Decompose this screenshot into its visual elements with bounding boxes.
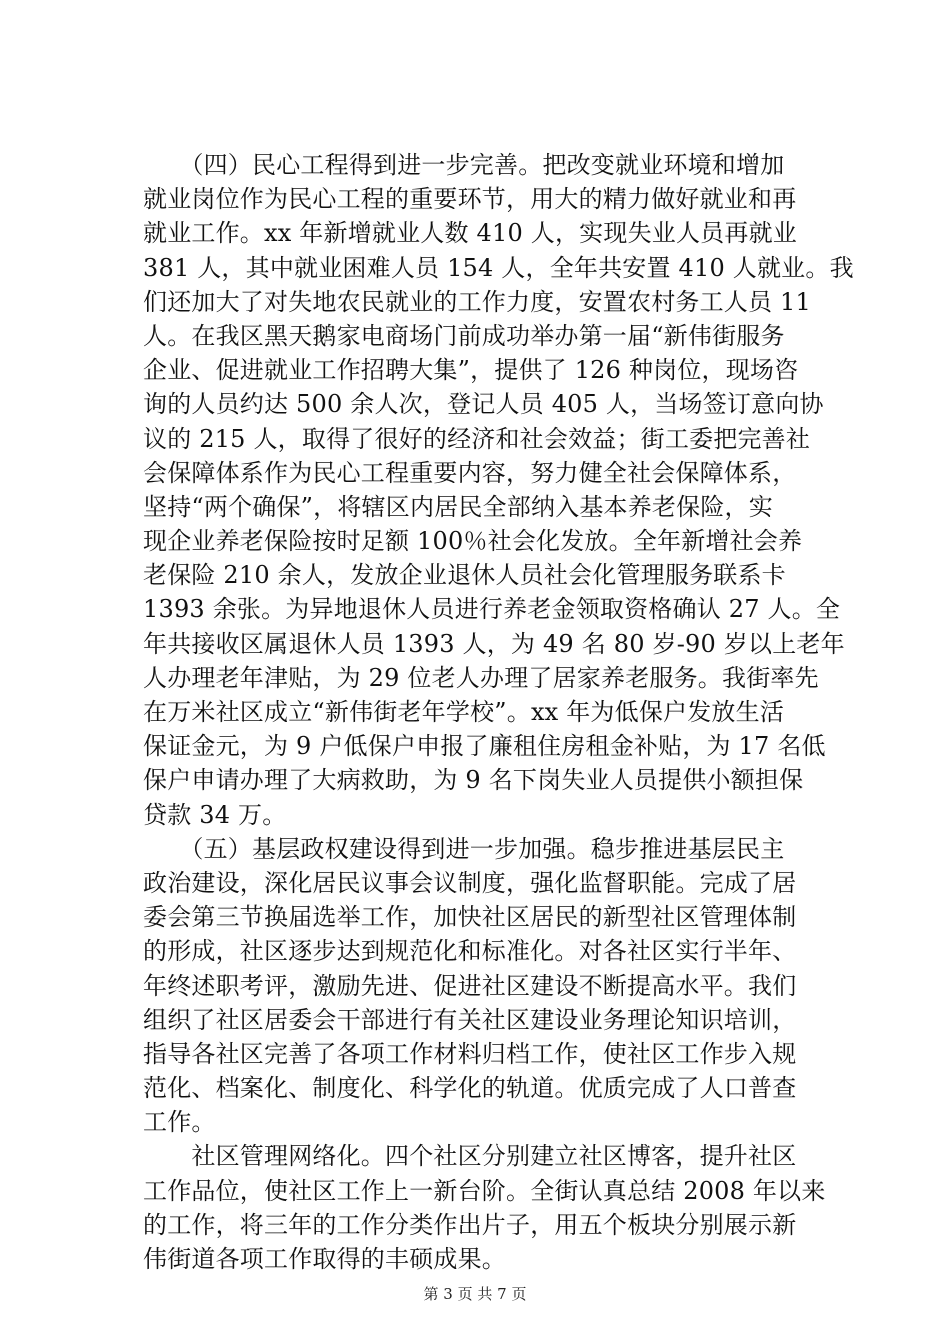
text-line: 的形成，社区逐步达到规范化和标准化。对各社区实行半年、 [143, 937, 797, 966]
text-line: 企业、促进就业工作招聘大集”，提供了 126 种岗位，现场咨 [143, 356, 799, 385]
text-line: （五）基层政权建设得到进一步加强。稳步推进基层民主 [143, 834, 785, 863]
text-line: 人。在我区黑天鹅家电商场门前成功举办第一届“新伟街服务 [143, 321, 785, 350]
text-line: 人办理老年津贴，为 29 位老人办理了居家养老服务。我街率先 [143, 663, 819, 692]
text-line: 询的人员约达 500 余人次，登记人员 405 人，当场签订意向协 [143, 390, 824, 419]
text-line: 年终述职考评，激励先进、促进社区建设不断提高水平。我们 [143, 971, 797, 1000]
text-line: 就业岗位作为民心工程的重要环节，用大的精力做好就业和再 [143, 185, 797, 214]
text-line: 保户申请办理了大病救助，为 9 名下岗失业人员提供小额担保 [143, 766, 804, 795]
page-footer: 第 3 页 共 7 页 [423, 1285, 527, 1303]
text-line: 贷款 34 万。 [143, 800, 287, 829]
body-text [143, 148, 854, 1276]
text-line: 坚持“两个确保”，将辖区内居民全部纳入基本养老保险，实 [143, 492, 773, 521]
text-line: 381 人，其中就业困难人员 154 人，全年共安置 410 人就业。我 [143, 253, 854, 282]
text-line: 指导各社区完善了各项工作材料归档工作，使社区工作步入规 [143, 1039, 797, 1068]
text-line: 社区管理网络化。四个社区分别建立社区博客，提升社区 [143, 1142, 797, 1171]
text-line: 工作。 [143, 1108, 216, 1137]
text-line: 的工作，将三年的工作分类作出片子，用五个板块分别展示新 [143, 1210, 797, 1239]
text-line: （四）民心工程得到进一步完善。把改变就业环境和增加 [143, 151, 785, 179]
text-line: 会保障体系作为民心工程重要内容，努力健全社会保障体系， [143, 458, 797, 487]
text-line: 政治建设，深化居民议事会议制度，强化监督职能。完成了居 [143, 868, 797, 897]
text-line: 就业工作。xx 年新增就业人数 410 人，实现失业人员再就业 [143, 219, 797, 248]
text-line: 老保险 210 余人，发放企业退休人员社会化管理服务联系卡 [143, 561, 786, 590]
text-line: 们还加大了对失地农民就业的工作力度，安置农村务工人员 11 [143, 287, 811, 316]
text-line: 伟街道各项工作取得的丰硕成果。 [143, 1245, 506, 1273]
text-line: 1393 余张。为异地退休人员进行养老金领取资格确认 27 人。全 [143, 595, 841, 624]
text-line: 组织了社区居委会干部进行有关社区建设业务理论知识培训， [143, 1005, 797, 1034]
text-line: 范化、档案化、制度化、科学化的轨道。优质完成了人口普查 [143, 1074, 797, 1103]
text-line: 现企业养老保险按时足额 100％社会化发放。全年新增社会养 [143, 527, 803, 556]
text-line: 议的 215 人，取得了很好的经济和社会效益；街工委把完善社 [143, 424, 811, 453]
text-line: 年共接收区属退休人员 1393 人，为 49 名 80 岁-90 岁以上老年 [143, 629, 845, 658]
text-line: 在万米社区成立“新伟街老年学校”。xx 年为低保户发放生活 [143, 698, 785, 726]
text-line: 工作品位，使社区工作上一新台阶。全街认真总结 2008 年以来 [143, 1176, 826, 1205]
text-line: 保证金元，为 9 户低保户申报了廉租住房租金补贴，为 17 名低 [143, 732, 826, 761]
text-line: 委会第三节换届选举工作，加快社区居民的新型社区管理体制 [143, 903, 797, 932]
